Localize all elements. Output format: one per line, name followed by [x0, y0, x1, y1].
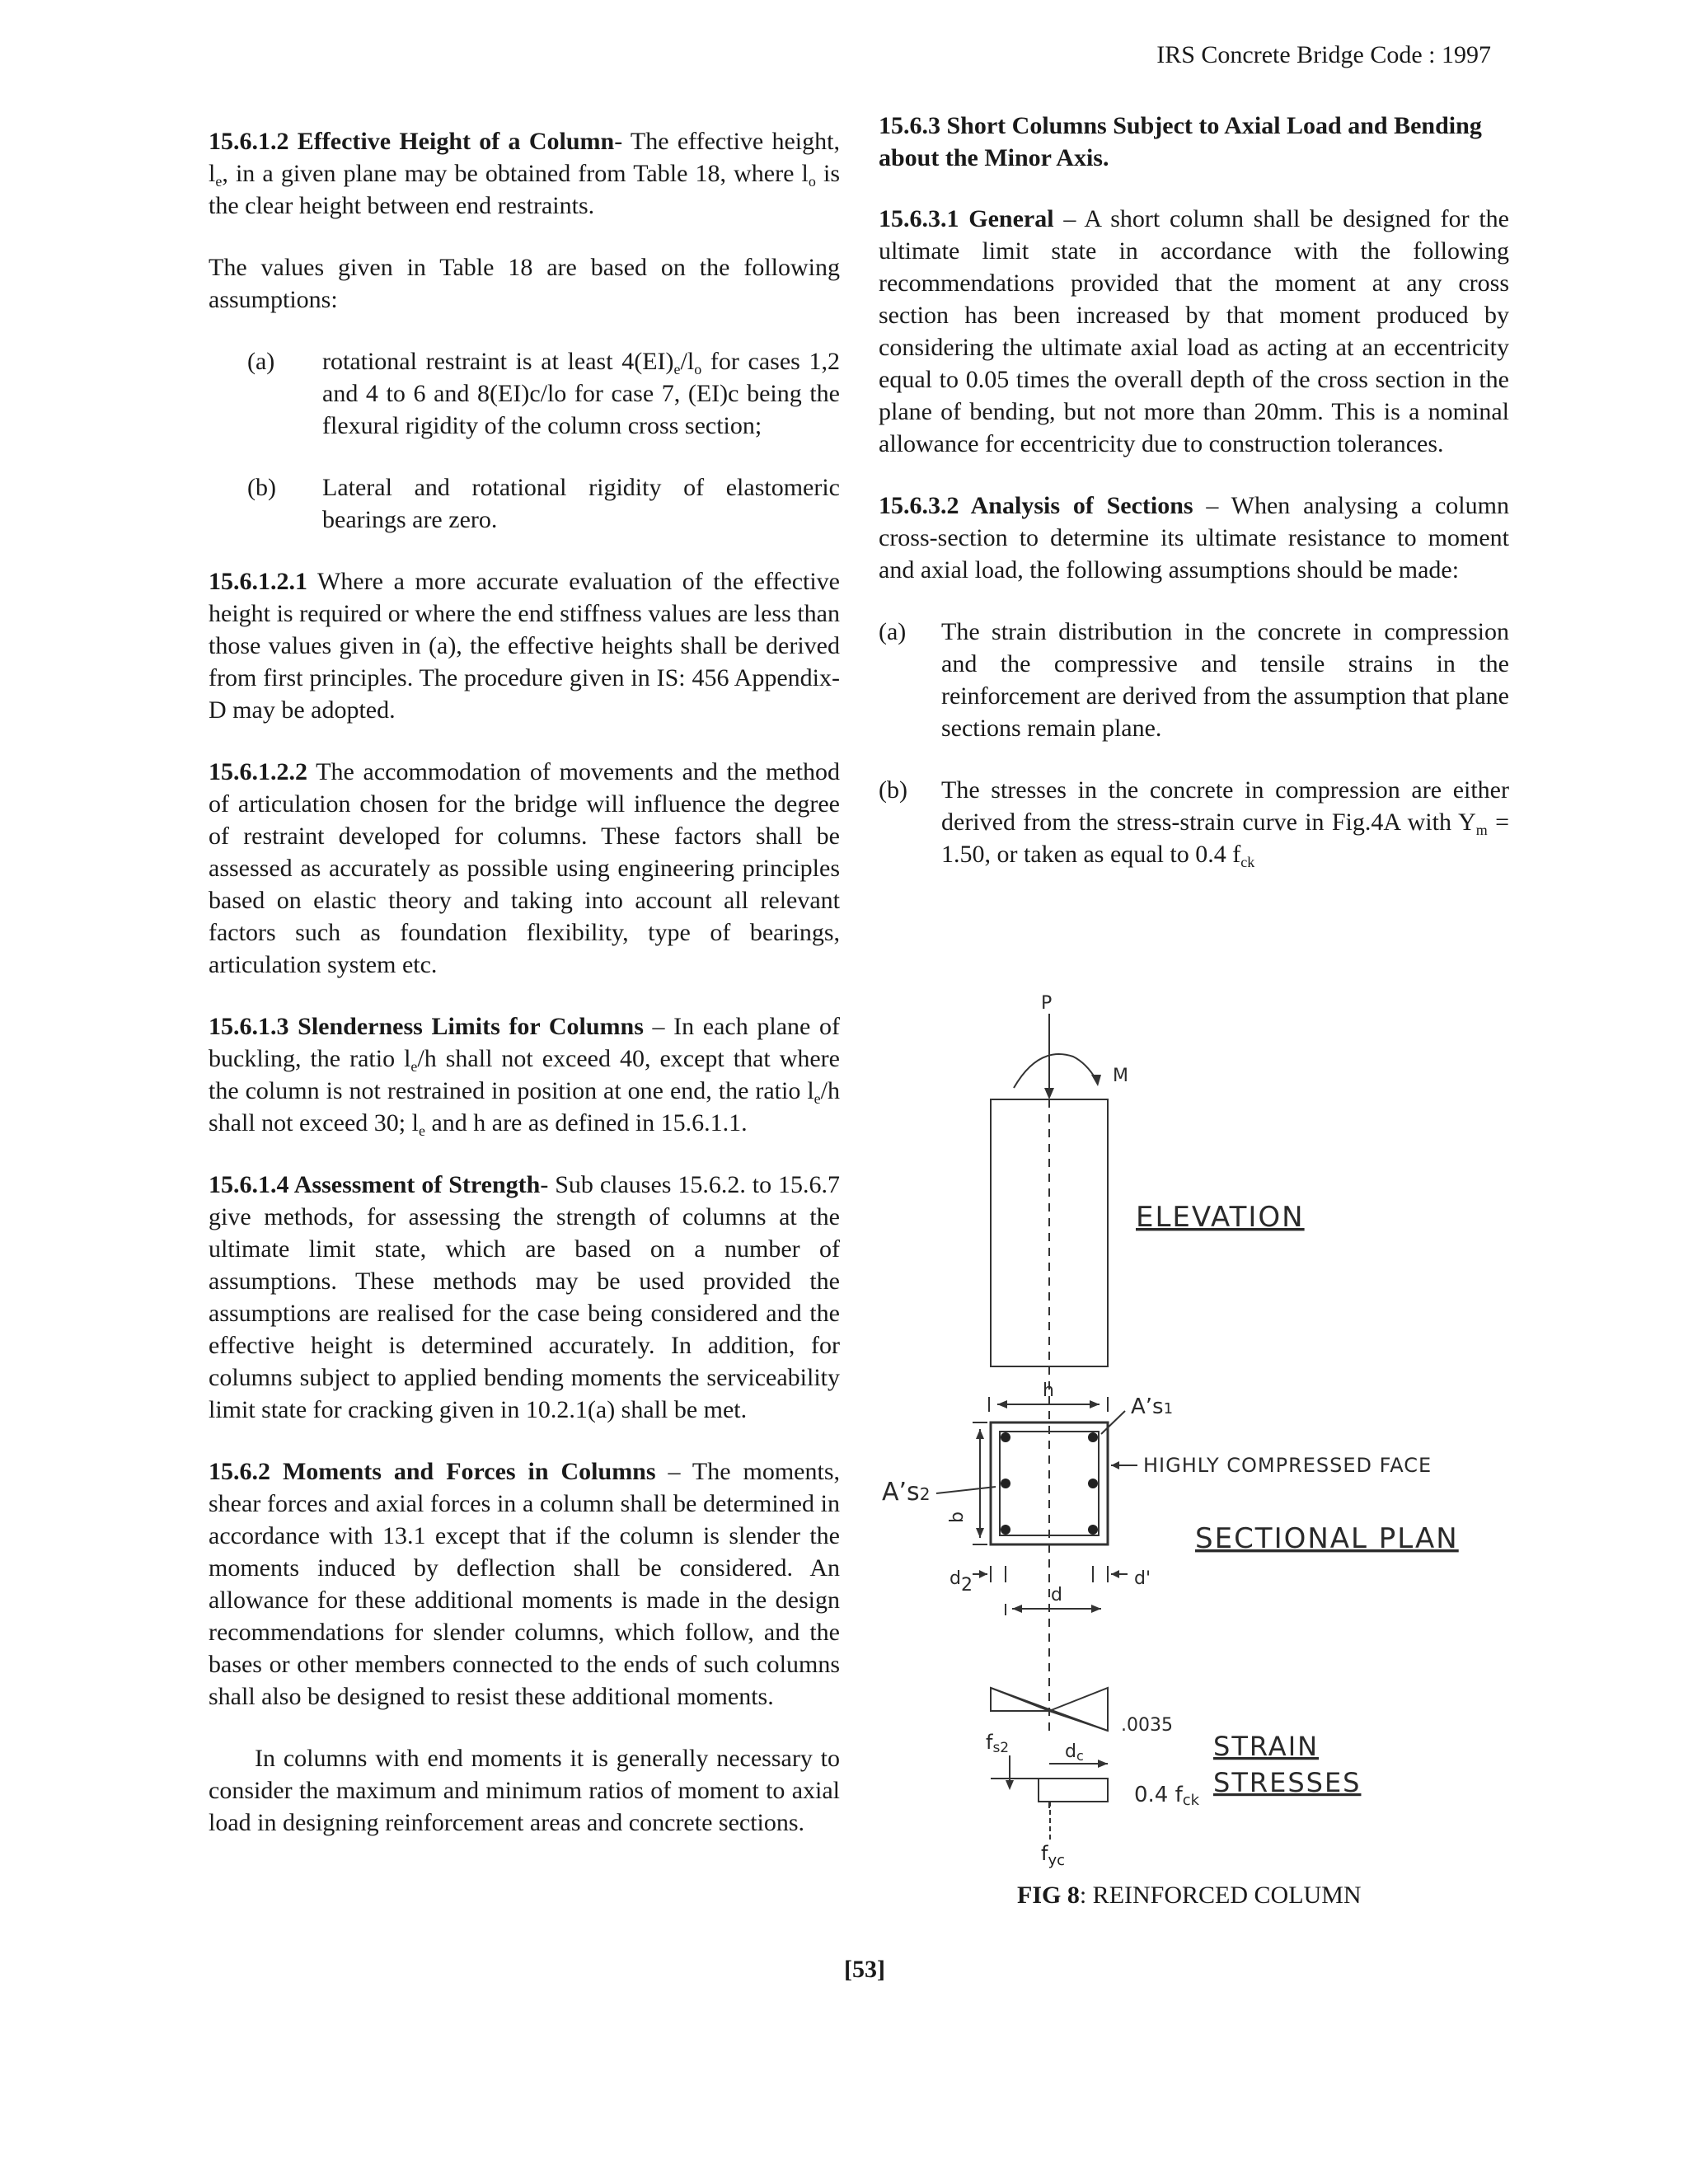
right-column: [879, 110, 1509, 900]
subscript: e: [410, 1058, 418, 1075]
text: /h shall not exceed 30; l: [209, 1077, 840, 1137]
d2-label: d2: [950, 1568, 973, 1596]
center-line-tail: [1049, 1802, 1051, 1840]
rebar: [1088, 1479, 1098, 1488]
text: for cases 1,2 and 4 to 6 and 8(EI)c/lo for case 7, (EI)c being the flexural rigidity of the column cross section;: [322, 348, 841, 439]
clause-heading: 15.6.2 Moments and Forces in Columns: [209, 1458, 656, 1485]
clause-15-6-1-2-1: [209, 565, 840, 726]
list-item-b: [879, 774, 1509, 870]
subscript: o: [694, 361, 702, 377]
text: = 1.50, or taken as equal to 0.4 f: [941, 808, 1509, 868]
clause-heading: 15.6.1.2.1: [209, 568, 307, 595]
strain-label: STRAIN: [1213, 1731, 1320, 1762]
subscript: e: [215, 173, 223, 190]
clause-heading: 15.6.1.3 Slenderness Limits for Columns: [209, 1013, 644, 1040]
list-item-a: [879, 616, 1509, 744]
text: The stresses in the concrete in compression are either derived from the stress-strain curve in Fig.4A with Y: [941, 776, 1509, 836]
list-label: (a): [247, 348, 275, 375]
stress-block: [1039, 1779, 1108, 1802]
text: is the clear height between end restraints.: [209, 160, 841, 219]
rebar: [1001, 1479, 1010, 1488]
caption-text: : REINFORCED COLUMN: [1079, 1882, 1362, 1909]
fyc-label: [1041, 1842, 1066, 1869]
caption-label: FIG 8: [1017, 1882, 1080, 1909]
fck-label: 0.4 fck: [1134, 1783, 1200, 1809]
load-p-label: P: [1041, 993, 1053, 1014]
subscript: e: [673, 361, 681, 377]
text: Where a more accurate evaluation of the effective height is required or where the end stiffness values are less than those values given in (a), the effective heights shall be derived from first principles. The procedure given in IS: 456 Appendix-D may be adopted.: [209, 568, 840, 724]
subscript: e: [814, 1090, 821, 1107]
list-item-a: [209, 345, 840, 442]
text: , in a given plane may be obtained from Table 18, where l: [222, 160, 809, 187]
figure-caption: [1017, 1882, 1362, 1910]
left-column: [209, 125, 840, 1868]
end-moments-paragraph: In columns with end moments it is generally necessary to consider the maximum and minimum ratios of moment to axial load in designing reinforcement areas and concrete sections.: [209, 1745, 840, 1836]
text: - Sub clauses 15.6.2. to 15.6.7 give methods, for assessing the strength of columns at the ultimate limit state, which are based on a number of assumptions. These methods may be used provided the assumptions are realised for the case being considered and the effective height is determined accurately. In addition, for columns subject to applied bending moments the serviceability limit state for cracking given in 10.2.1(a) shall be met.: [209, 1171, 841, 1423]
text: – The moments, shear forces and axial forces in a column shall be determined in accordance with 13.1 except that if the column is slender the moments induced by deflection shall be considered. An allowance for these additional moments is made in the design recommendations for slender columns, which follow, and the bases or other members connected to the ends of such columns shall also be designed to resist these additional moments.: [209, 1458, 840, 1710]
d-label: d: [1051, 1585, 1062, 1605]
text: – A short column shall be designed for the ultimate limit state in accordance with the following recommendations provided that the moment at any cross section has been increased by that moment produced by considering the ultimate axial load as acting at an eccentricity equal to 0.05 times the overall depth of the cross section in the plane of bending, but not more than 20mm. This is a nominal allowance for eccentricity due to construction tolerances.: [879, 205, 1509, 457]
clause-heading: 15.6.1.2 Effective Height of a Column: [209, 128, 615, 155]
clause-15-6-3: [879, 110, 1509, 174]
load-arrowhead: [1044, 1088, 1054, 1099]
clause-heading: 15.6.3 Short Columns Subject to Axial Load and Bending about the Minor Axis.: [879, 112, 1482, 171]
text: – In each plane of buckling, the ratio l: [209, 1013, 840, 1072]
h-label: h: [1043, 1380, 1054, 1401]
rebar: [1088, 1432, 1098, 1442]
as1-label: A’s1: [1131, 1394, 1174, 1419]
clause-15-6-2: [209, 1455, 840, 1713]
rebar: [1088, 1525, 1098, 1535]
strain-compression-triangle: [1049, 1688, 1108, 1731]
clause-heading: 15.6.3.1 General: [879, 205, 1054, 232]
text: – When analysing a column cross-section to determine its ultimate resistance to moment and axial load, the following assumptions should be made:: [879, 492, 1509, 583]
text: The accommodation of movements and the method of articulation chosen for the bridge will influence the degree of restraint developed for columns. These factors shall be assessed as accurately as possible using engineering principles based on elastic theory and taking into account all relevant factors such as foundation flexibility, type of bearings, articulation system etc.: [209, 758, 840, 978]
text: /h shall not exceed 40, except that where the column is not restrained in position at one end, the ratio l: [209, 1045, 840, 1104]
text: The strain distribution in the concrete in compression and the compressive and tensile strains in the reinforcement are derived from the assumption that plane sections remain plane.: [941, 618, 1509, 742]
moment-arc: [1014, 1054, 1096, 1088]
clause-15-6-3-2: [879, 490, 1509, 586]
moment-arrowhead: [1091, 1075, 1101, 1086]
clause-15-6-1-4: [209, 1169, 840, 1426]
moment-m-label: M: [1113, 1066, 1128, 1086]
list-item-b: [209, 471, 840, 536]
clause-15-6-3-1: [879, 203, 1509, 460]
as2-label: A’s2: [882, 1478, 931, 1507]
clause-heading: 15.6.1.4 Assessment of Strength: [209, 1171, 541, 1198]
rebar: [1001, 1432, 1010, 1442]
text: rotational restraint is at least 4(EI): [322, 348, 674, 375]
running-header: IRS Concrete Bridge Code : 1997: [1156, 41, 1491, 68]
subscript: m: [1475, 822, 1488, 838]
text: - The effective height, l: [209, 128, 840, 187]
text: and h are as defined in 15.6.1.1.: [424, 1109, 748, 1137]
clause-15-6-1-2: [209, 125, 840, 222]
clause-heading: 15.6.3.2 Analysis of Sections: [879, 492, 1193, 519]
fs2-label: fs2: [986, 1731, 1010, 1756]
clause-15-6-1-2-2: [209, 756, 840, 981]
stresses-label: STRESSES: [1213, 1767, 1362, 1798]
dprime-label: d': [1134, 1568, 1151, 1589]
subscript: e: [418, 1122, 425, 1139]
reinforced-column-figure: [882, 989, 1517, 1813]
rebar: [1001, 1525, 1010, 1535]
strain-value: .0035: [1121, 1715, 1173, 1736]
subscript: yc: [1048, 1852, 1066, 1869]
compressed-face-label: HIGHLY COMPRESSED FACE: [1143, 1454, 1432, 1477]
list-label: (b): [879, 776, 907, 804]
list-label: (a): [879, 618, 907, 645]
text: f: [1041, 1842, 1048, 1865]
clause-heading: 15.6.1.2.2: [209, 758, 307, 785]
subscript: o: [808, 173, 816, 190]
text: /l: [680, 348, 695, 375]
sectional-plan-label: SECTIONAL PLAN: [1195, 1522, 1459, 1555]
list-label: (b): [247, 474, 276, 501]
text: Lateral and rotational rigidity of elastomeric bearings are zero.: [322, 474, 840, 533]
page-number: [53]: [844, 1956, 885, 1983]
clause-15-6-1-3: [209, 1010, 840, 1139]
b-label: b: [947, 1511, 968, 1523]
subscript: ck: [1240, 854, 1255, 870]
elevation-label: ELEVATION: [1136, 1201, 1305, 1234]
dc-label: dc: [1065, 1741, 1084, 1764]
assumptions-intro: The values given in Table 18 are based on the following assumptions:: [209, 254, 840, 313]
